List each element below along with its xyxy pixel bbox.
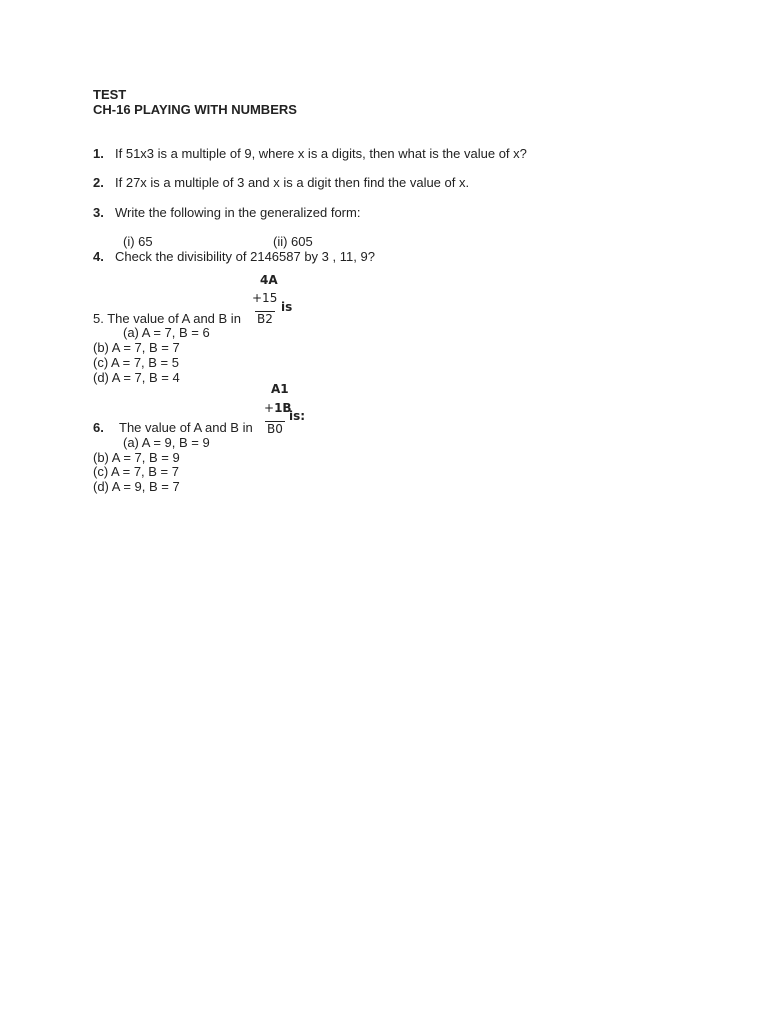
q6-option-d: (d) A = 9, B = 7 [93, 479, 180, 494]
question-number: 1. [93, 146, 104, 161]
question-text: Write the following in the generalized form: [115, 205, 361, 220]
question-number: 4. [93, 249, 104, 264]
q6-sum-middle [264, 401, 292, 416]
question-text: If 27x is a multiple of 3 and x is a digit then find the value of x. [115, 175, 470, 190]
q6-sum-result: B0 [267, 422, 283, 436]
q6-option-a: (a) A = 9, B = 9 [123, 435, 210, 450]
q6-option-c: (c) A = 7, B = 7 [93, 464, 179, 479]
q3-part-ii: (ii) 605 [273, 234, 313, 249]
question-3 [93, 205, 360, 220]
question-1 [93, 146, 527, 161]
q5-option-a: (a) A = 7, B = 6 [123, 325, 210, 340]
question-4 [93, 249, 375, 264]
question-number: 2. [93, 175, 104, 190]
q5-option-d: (d) A = 7, B = 4 [93, 370, 180, 385]
question-6 [93, 420, 253, 435]
question-2 [93, 175, 469, 190]
q6-suffix: is: [289, 409, 306, 423]
q3-part-i: (i) 65 [123, 234, 153, 249]
q5-option-b: (b) A = 7, B = 7 [93, 340, 180, 355]
question-number: 6. [93, 420, 104, 435]
q5-option-c: (c) A = 7, B = 5 [93, 355, 179, 370]
q6-sum-top: A1 [271, 382, 289, 396]
question-text: The value of A and B in [119, 420, 253, 435]
q5-sum-middle: +15 [252, 291, 278, 305]
question-text: If 51x3 is a multiple of 9, where x is a digits, then what is the value of x? [115, 146, 527, 161]
q5-suffix: is [281, 300, 293, 314]
q5-sum-result: B2 [257, 312, 273, 326]
q6-sum-middle-value: 1B [274, 401, 292, 415]
q6-option-b: (b) A = 7, B = 9 [93, 450, 180, 465]
q5-sum-top: 4A [260, 273, 278, 287]
question-text: Check the divisibility of 2146587 by 3 , 11, 9? [115, 249, 375, 264]
question-5: 5. The value of A and B in [93, 311, 241, 326]
question-number: 3. [93, 205, 104, 220]
chapter-title: CH-16 PLAYING WITH NUMBERS [93, 102, 297, 117]
test-title: TEST [93, 87, 127, 102]
plus-sign: + [264, 401, 275, 415]
